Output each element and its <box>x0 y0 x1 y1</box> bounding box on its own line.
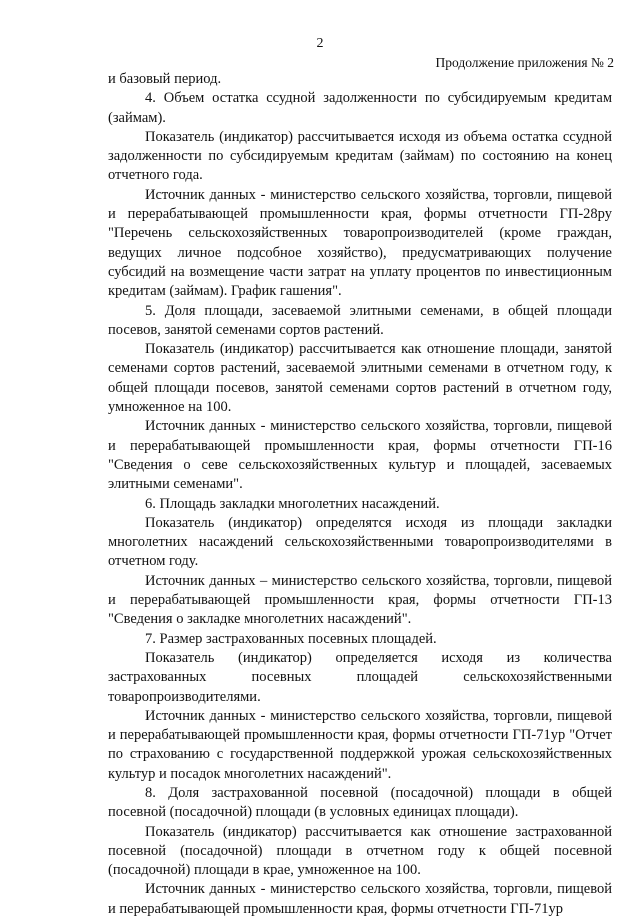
indicator-5-data-source: Источник данных - министерство сельского хозяйства, торговли, пищевой и перерабатывающей промышленности края, формы отчетности ГП-16 "Сведения о севе сельскохозяйственных культур и площадей, засеваемых элитными семенами". <box>108 418 612 493</box>
document-body <box>108 70 612 919</box>
indicator-6-data-source: Источник данных – министерство сельского хозяйства, торговли, пищевой и перерабатывающей промышленности края, формы отчетности ГП-13 "Сведения о закладке многолетних насаждений". <box>108 572 612 628</box>
indicator-6-calculation: Показатель (индикатор) определятся исходя из площади закладки многолетних насаждений сельскохозяйственными товаропроизводителями в отчетном году. <box>108 514 612 570</box>
indicator-8-data-source: Источник данных - министерство сельского хозяйства, торговли, пищевой и перерабатывающей промышленности края, формы отчетности ГП-71ур <box>108 881 612 917</box>
appendix-continuation-label: Продолжение приложения № 2 <box>435 55 614 70</box>
indicator-8-calculation: Показатель (индикатор) рассчитывается как отношение застрахованной посевной (посадочной) площади в отчетном году к общей посевной (посадочной) площади в крае, умноженное на 100. <box>108 823 612 879</box>
indicator-7-data-source: Источник данных - министерство сельского хозяйства, торговли, пищевой и перерабатывающей промышленности края, формы отчетности ГП-71ур "Отчет по страхованию с государственной поддержкой урожая сельскохозяйственных культур и посадок многолетних насаждений". <box>108 707 612 782</box>
paragraph-base-period-tail: и базовый период. <box>108 71 222 87</box>
page-number: 2 <box>316 36 324 51</box>
indicator-7-calculation: Показатель (индикатор) определяется исходя из количества застрахованных посевных площадей сельскохозяйственными товаропроизводителями. <box>108 649 612 705</box>
indicator-7-heading: 7. Размер застрахованных посевных площадей. <box>145 630 437 647</box>
indicator-6-heading: 6. Площадь закладки многолетних насаждений. <box>145 495 440 512</box>
indicator-5-calculation: Показатель (индикатор) рассчитывается как отношение площади, занятой семенами сортов растений, засеваемой элитными семенами в отчетном году, к общей площади посевов, занятой семенами сортов растений в отчетном году, умноженное на 100. <box>108 341 612 416</box>
indicator-4-heading: 4. Объем остатка ссудной задолженности по субсидируемым кредитам (займам). <box>108 90 612 126</box>
indicator-4-data-source: Источник данных - министерство сельского хозяйства, торговли, пищевой и перерабатывающей промышленности края, формы отчетности ГП-28ру "Перечень сельскохозяйственных товаропроизводителей (кроме граждан, ведущих личное подсобное хозяйство), предусматривающих получение субсидий на возмещение части затрат на уплату процентов по инвестиционным кредитам (займам). График гашения". <box>108 186 612 300</box>
indicator-8-heading: 8. Доля застрахованной посевной (посадочной) площади в общей посевной (посадочной) площади (в условных единицах площади). <box>108 784 612 821</box>
indicator-5-heading: 5. Доля площади, засеваемой элитными семенами, в общей площади посевов, занятой семенами сортов растений. <box>108 302 612 338</box>
indicator-4-calculation: Показатель (индикатор) рассчитывается исходя из объема остатка ссудной задолженности по субсидируемым кредитам (займам) по состоянию на конец отчетного года. <box>108 128 612 184</box>
